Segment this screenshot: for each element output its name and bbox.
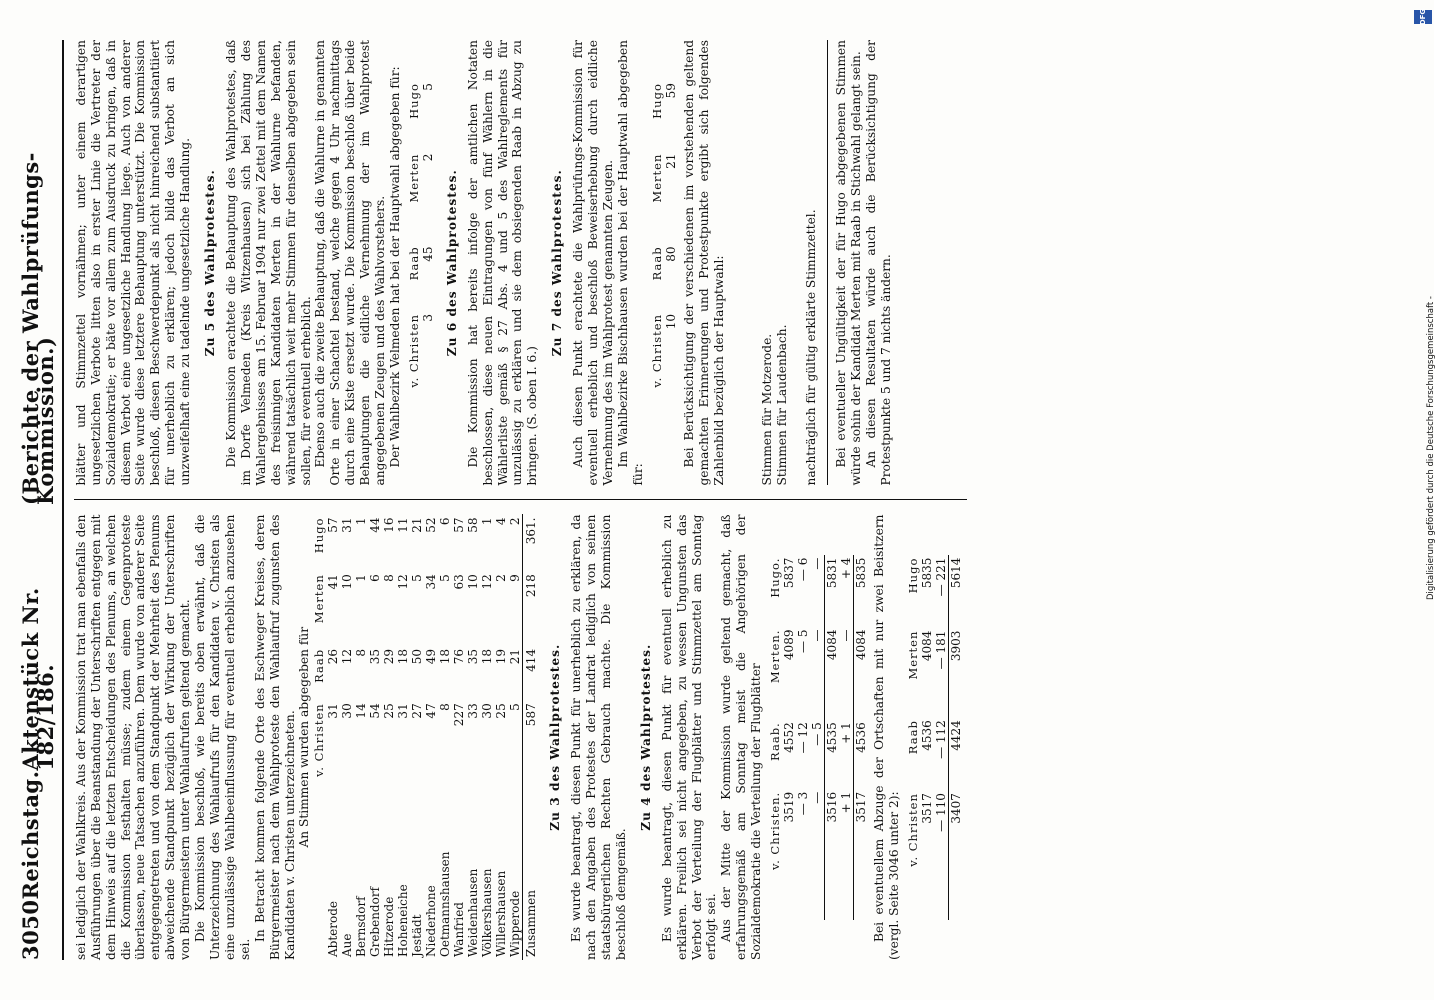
col-header: Hugo: [905, 557, 920, 594]
right-paragraph-1: blätter und Stimmzettel vornähmen; unter einem derartigen ungesetzlichen Verbote litten also in erster Linie die Vertreter der Sozialdemokratie; er bäte vor allem zum Ausdruck zu bringen, daß in diesem Verbot eine ungesetzliche Handlung liege. Auch von anderer Seite wurde diese letztere Behauptung unterstützt. Die Kommission beschloß, diesen Beschwerdepunkt als nicht hinreichend substantiiert für unerheblich zu erklären; jedoch bilde das Verbot an sich unzweifelhaft eine zu tadelnde ungesetzliche Handlung.: [73, 40, 193, 486]
vote-cell: 14: [354, 703, 369, 719]
deduction-cell: 4424: [948, 717, 963, 790]
col-header: Raab: [649, 246, 664, 281]
calc-total-row: [854, 555, 869, 920]
vote-cell: 57: [452, 517, 467, 533]
deduction-cell: 4084: [919, 630, 934, 662]
vote-cell: 8: [354, 648, 369, 657]
page-number: 3050: [18, 899, 43, 960]
section-5-text-c: Der Wahlbezirk Velmeden hat bei der Hauptwahl abgegeben für:: [387, 66, 402, 468]
bischhausen-header: [650, 80, 664, 445]
vote-cell: 63: [452, 574, 467, 590]
velmeden-cell: 45: [420, 246, 435, 262]
section-6-text: Die Kommission hat bereits infolge der amtlichen Notaten beschlossen, diese neuen Eintragungen von fünf Wählern in die Wählerliste gemäß § 27 Abs. 4 und 5 des Wahlreglements für unzulässig zu erklären und sie dem obsiegenden Raab in Abzug zu bringen. (S. oben I. 6.): [465, 40, 540, 486]
votes-table-row: [438, 515, 452, 961]
votes-table-row: [424, 515, 438, 961]
section-3-text: Es wurde beantragt, diesen Punkt für unerheblich zu erklären, da nach den Angaben des Protestes der Landrat lediglich von seinen staatsbürgerlichen Rechten Gebrauch machte. Die Kommission beschloß demgemäß.: [569, 514, 628, 960]
col-header: Hugo.: [768, 557, 783, 598]
vote-cell: 1: [354, 574, 369, 582]
section-heading-5: Zu 5 des Wahlprotestes.: [203, 169, 218, 357]
vote-cell: 4: [494, 517, 509, 526]
vote-cell: 21: [410, 517, 425, 533]
place-name: Wanfried: [452, 902, 467, 957]
vote-cell: 5: [410, 574, 425, 582]
col-header: Merten: [905, 630, 920, 680]
sum-cell: 218: [523, 571, 539, 646]
calc-row: [782, 555, 796, 920]
votes-table-row: [340, 515, 354, 961]
vote-cell: 12: [396, 574, 411, 590]
calc-cell: 5837: [782, 557, 797, 589]
velmeden-cell: 5: [420, 83, 435, 91]
sum-label: Zusammen: [523, 808, 539, 960]
place-name: Bernsdorf: [354, 896, 369, 957]
calc-cell: —: [810, 557, 825, 570]
calc-header: [768, 555, 782, 920]
deduction-row: [920, 555, 934, 920]
vote-cell: 76: [452, 648, 467, 665]
place-name: Oetmannshausen: [438, 851, 453, 957]
vote-cell: 49: [424, 648, 439, 665]
header-right-title: (Berichte der Wahlprüfungs-Kommission.): [18, 152, 58, 505]
deduction-cell: — 181: [933, 630, 948, 670]
vote-cell: 1: [480, 517, 495, 526]
votes-sum-row: [523, 515, 539, 961]
bischhausen-cell: 80: [663, 246, 678, 262]
velmeden-cell: 2: [420, 153, 435, 162]
col-header: v. Christen: [905, 793, 920, 867]
vote-cell: 19: [494, 648, 509, 665]
col-header: Merten.: [768, 629, 783, 684]
vote-cell: 29: [382, 648, 397, 665]
vote-cell: 30: [480, 703, 495, 719]
calc-cell: 4089: [782, 629, 797, 661]
vote-cell: 18: [438, 648, 453, 665]
votes-table-row: [508, 515, 523, 961]
deduction-row: [934, 555, 949, 920]
calc-subtotal-row: [825, 555, 840, 920]
calc-cell: 5831: [825, 555, 840, 627]
calc-cell: — 5: [796, 629, 811, 653]
col-header: v. Christen: [406, 314, 421, 388]
dfg-logo: DFG: [1414, 10, 1432, 24]
section-4-text-a: Es wurde beantragt, diesen Punkt für eventuell erheblich zu erklären. Freilich sei nicht angegeben, zu wessen Ungunsten das Verbot der Verteilung der Flugblätter und Stimmzettel am Sonntag erfolgt sei.: [659, 514, 719, 960]
place-name: Jestädt: [410, 914, 425, 957]
col-header: Raab.: [768, 722, 783, 761]
place-name: Wipperode: [508, 890, 523, 957]
vote-cell: 8: [438, 703, 453, 711]
place-name: Abterode: [326, 900, 341, 957]
vote-cell: 5: [438, 574, 453, 582]
left-column: [74, 500, 967, 961]
vote-cell: 58: [466, 517, 481, 533]
votes-table-row: [382, 515, 396, 961]
vote-cell: 10: [340, 574, 355, 590]
section-5-text-a: Die Kommission erachtete die Behauptung des Wahlprotestes, daß im Dorfe Velmeden (Kreis Witzenhausen) sich bei Zählung des Wahlergebnisses am 15. Februar 1904 nur zwei Zettel mit dem Namen des freisinnigen Kandidaten Merten in der Wahlurne befanden, während tatsächlich weit mehr Stimmen für denselben abgegeben sein sollen, für eventuell erheblich.: [223, 40, 313, 486]
section-heading-6: Zu 6 des Wahlprotestes.: [444, 169, 459, 357]
vote-cell: 6: [438, 517, 453, 526]
place-name: Weidenhausen: [466, 868, 481, 957]
calc-row: [796, 555, 810, 920]
vote-cell: 35: [466, 648, 481, 665]
vote-cell: 52: [424, 517, 439, 533]
vote-cell: 227: [452, 703, 467, 727]
deduction-cell: 3407: [948, 790, 963, 920]
sum-cell: 587: [523, 700, 539, 808]
calc-add-row: [839, 555, 854, 920]
section-heading-4: Zu 4 des Wahlprotestes.: [638, 643, 653, 831]
header-center-title: Aktenstück Nr. 182/186.: [18, 587, 58, 771]
vote-cell: 54: [368, 703, 383, 719]
vote-cell: 31: [396, 703, 411, 719]
vote-cell: 10: [466, 574, 481, 590]
section-7-text-c: Bei Berücksichtigung der verschiedenen im vorstehenden geltend gemachten Erinnerungen und Protestpunkte ergibt sich folgendes Zahlenbild bezüglich der Hauptwahl:: [681, 40, 726, 486]
vote-cell: 34: [424, 574, 439, 590]
calc-cell: — 5: [810, 722, 825, 746]
calc-annotations: [730, 40, 819, 486]
col-header: Merten: [312, 574, 327, 624]
calc-row: [810, 555, 825, 920]
vote-cell: 27: [410, 703, 425, 719]
col-header: v. Christen.: [768, 791, 783, 871]
deduction-cell: 3517: [919, 793, 934, 824]
place-name: Hitzerode: [382, 896, 397, 957]
col-header: Merten: [649, 153, 664, 203]
col-header: Raab: [312, 648, 327, 683]
vote-cell: 41: [326, 574, 341, 590]
vote-cell: 26: [326, 648, 341, 665]
bischhausen-cell: 10: [663, 314, 678, 330]
calc-cell: 4084: [825, 627, 840, 720]
annotation-laudenbach: Stimmen für Laudenbach.: [775, 324, 790, 486]
sum-cell: 361.: [523, 515, 539, 572]
deduction-cell: 5835: [919, 557, 934, 589]
vote-cell: 44: [368, 517, 383, 533]
section-5-text-b: Ebenso auch die zweite Behauptung, daß die Wahlurne in genannten Orte in einer Schachtel bestand, welche gegen 4 Uhr nachmittags durch eine Kiste ersetzt wurde. Die Kommission beschloß über beide Behauptungen die eidliche Vernehmung der im Wahlprotest angegebenen Zeugen und des Wahlvorstehers.: [313, 40, 388, 486]
calc-cell: 4536: [854, 719, 869, 789]
col-header: Raab: [905, 720, 920, 755]
deduction-cell: 4536: [919, 720, 934, 751]
right-column: [74, 40, 967, 500]
vote-cell: 6: [368, 574, 383, 582]
calc-cell: 3519: [782, 791, 797, 823]
calc-cell: 3517: [854, 789, 869, 920]
place-name: Niederhone: [424, 885, 439, 957]
vote-cell: 8: [382, 574, 397, 582]
vote-cell: 57: [326, 517, 341, 533]
page-header: [18, 40, 64, 960]
end-paragraph-2: An diesen Resultaten würde auch die Berücksichtigung der Protestpunkte 5 und 7 nichts ändern.: [864, 40, 894, 486]
vote-cell: 47: [424, 703, 439, 719]
two-columns: [74, 40, 967, 960]
col-header: Merten: [406, 153, 421, 203]
divider: [827, 40, 828, 486]
vote-cell: 31: [340, 517, 355, 533]
calc-table: [768, 555, 868, 920]
bischhausen-row: [664, 80, 678, 445]
place-name: Völkershausen: [480, 868, 495, 957]
vote-cell: 18: [480, 648, 495, 665]
vote-cell: 5: [508, 703, 523, 711]
vote-cell: 30: [340, 703, 355, 719]
section-7-text-a: Auch diesen Punkt erachtete die Wahlprüfungs-Kommission für eventuell erheblich und beschloß Beweiserhebung durch eidliche Vernehmung des im Wahlprotest genannten Zeugen.: [571, 40, 615, 486]
col-header: Hugo: [312, 517, 327, 554]
calc-cell: 4552: [782, 722, 797, 753]
place-name: Willershausen: [494, 870, 509, 957]
calc-cell: 5835: [854, 555, 869, 627]
deduction-cell: — 221: [933, 557, 948, 597]
votes-table-row: [396, 515, 410, 961]
vote-cell: 25: [494, 703, 509, 719]
vote-cell: 9: [508, 574, 523, 582]
votes-table-row: [410, 515, 424, 961]
deduction-header: [906, 555, 920, 920]
vote-cell: 31: [326, 703, 341, 719]
vote-cell: 2: [508, 517, 523, 526]
vote-cell: 12: [340, 648, 355, 665]
col-header: Raab: [406, 246, 421, 281]
col-header: v. Christen: [312, 703, 327, 777]
calc-cell: 4535: [825, 719, 840, 789]
votes-table-row: [354, 515, 368, 961]
vote-cell: 2: [494, 574, 509, 582]
vote-cell: 1: [354, 517, 369, 526]
vote-cell: 12: [480, 574, 495, 590]
vote-cell: 18: [396, 648, 411, 665]
sum-cell: 414: [523, 646, 539, 700]
deduction-total-row: [948, 555, 963, 920]
calc-cell: —: [810, 791, 825, 804]
calc-cell: + 1: [839, 791, 854, 814]
velmeden-header: [407, 80, 421, 445]
deduction-cell: 5614: [948, 555, 963, 628]
calc-cell: 4084: [854, 627, 869, 720]
bottom-paragraph: Bei eventuellem Abzuge der Ortschaften mit nur zwei Beisitzern (vergl. Seite 3046 unter 2):: [872, 514, 901, 960]
section-7-text-b: Im Wahlbezirke Bischhausen wurden bei der Hauptwahl abgegeben für:: [615, 40, 645, 486]
votes-table-row: [466, 515, 480, 961]
calc-cell: 3516: [825, 789, 840, 920]
velmeden-cell: 3: [420, 314, 435, 322]
deduction-cell: 3903: [948, 628, 963, 718]
section-heading-3: Zu 3 des Wahlprotestes.: [548, 643, 563, 831]
calc-cell: — 12: [796, 722, 811, 754]
votes-table: [312, 515, 538, 961]
left-paragraph-2: Die Kommission beschloß, wie bereits oben erwähnt, daß die Unterzeichnung des Wahlaufrufs für den Kandidaten v. Christen als eine unzulässige Wahlbeeinflussung für eventuell erheblich anzusehen sei.: [193, 514, 252, 960]
place-name: Aue: [340, 933, 355, 957]
calc-cell: + 1: [839, 722, 854, 744]
vote-cell: 35: [368, 648, 383, 665]
bischhausen-table: [650, 80, 678, 445]
votes-table-row: [452, 515, 466, 961]
calc-cell: —: [839, 629, 854, 642]
table-intro: An Stimmen wurden abgegeben für: [297, 626, 312, 848]
col-header: Hugo: [406, 83, 421, 119]
velmeden-row: [421, 80, 435, 445]
end-paragraph-1: Bei eventueller Ungültigkeit der für Hugo abgegebenen Stimmen würde sohin der Kandidat Merten mit Raab in Stichwahl gelangt sein.: [834, 40, 864, 486]
left-paragraph-1: sei lediglich der Wahlkreis. Aus der Kommission trat man ebenfalls den Ausführungen über die Beanstandung der Unterschriften entgegen mit dem Hinweis auf die letzten Entscheidungen des Plenums, an welchen die Kommission festhalten müsse; zudem einem Gegenproteste überlassen, neue Tatsachen anzuführen. Dem wurde von anderer Seite entgegengetreten und von dem Standpunkt der Mehrheit des Plenums abweichende Standpunkt bezüglich der Wirkung der Unterschriften von Bürgermeistern unter Wahlaufrufen geltend gemacht.: [73, 514, 193, 960]
velmeden-table: [407, 80, 435, 445]
calc-cell: — 3: [796, 791, 811, 816]
vote-cell: 25: [382, 703, 397, 719]
section-4-text-b: Aus der Mitte der Kommission wurde geltend gemacht, daß erfahrungsgemäß am Sonntag meist die Angehörigen der Sozialdemokratie die Verteilung der Flugblätter: [719, 514, 764, 960]
bischhausen-cell: 59: [663, 83, 678, 99]
col-header: Hugo: [649, 83, 664, 119]
votes-table-row: [326, 515, 340, 961]
annotation-motzerode: Stimmen für Motzerode.: [760, 333, 775, 486]
votes-table-row: [480, 515, 494, 961]
place-name: Hoheneiche: [396, 884, 411, 957]
vote-cell: 50: [410, 648, 425, 665]
calc-cell: + 4: [839, 557, 854, 580]
deduction-table: [906, 555, 963, 920]
col-header: v. Christen: [649, 314, 664, 388]
place-name: Grebendorf: [368, 886, 383, 957]
votes-table-body: [326, 515, 523, 961]
calc-cell: —: [810, 629, 825, 642]
annotation-nachtraeglich: nachträglich für gültig erklärte Stimmzettel.: [804, 209, 819, 486]
deduction-cell: — 110: [933, 793, 948, 832]
digitization-credit: Digitalisierung gefördert durch die Deutsche Forschungsgemeinschaft -: [1426, 296, 1436, 600]
calc-cell: — 6: [796, 557, 811, 582]
header-left-title: Reichstag.: [18, 770, 43, 900]
vote-cell: 21: [508, 648, 523, 665]
vote-cell: 16: [382, 517, 397, 533]
vote-cell: 11: [396, 517, 411, 533]
section-heading-7: Zu 7 des Wahlprotestes.: [550, 169, 565, 357]
votes-table-row: [368, 515, 382, 961]
vote-cell: 33: [466, 703, 481, 719]
votes-table-header: [312, 515, 326, 961]
left-paragraph-3: In Betracht kommen folgende Orte des Eschweger Kreises, deren Bürgermeister nach dem Wahlproteste den Wahlaufruf zugunsten des Kandidaten v. Christen unterzeichneten.: [252, 514, 297, 960]
votes-table-row: [494, 515, 508, 961]
deduction-cell: — 112: [933, 720, 948, 759]
bischhausen-cell: 21: [663, 153, 678, 169]
